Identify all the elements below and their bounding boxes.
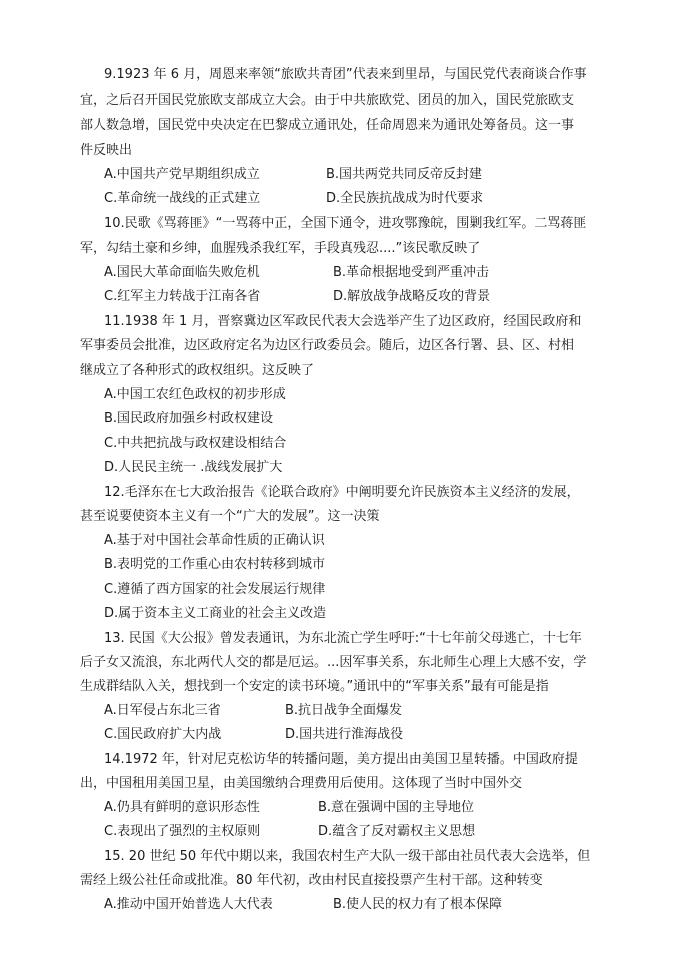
q9-stem-line-1: 9.1923 年 6 月，周恩来率领“旅欧共青团”代表来到里昂，与国民党代表商谈合作事 bbox=[104, 67, 587, 82]
q11-stem-line-1: 11.1938 年 1 月，晋察冀边区军政民代表大会选举产生了边区政府，经国民政府和 bbox=[104, 314, 582, 329]
q11-stem-line-2: 军事委员会批准，边区政府定名为边区行政委员会。随后，边区各行署、县、区、村相 bbox=[80, 338, 575, 353]
q12-option-b: B.表明党的工作重心由农村转移到城市 bbox=[104, 557, 326, 572]
q10-stem-line-1: 10.民歌《骂蒋匪》“一骂蒋中正，全国下通令，进攻鄂豫皖，围剿我红军。二骂蒋匪 bbox=[104, 216, 587, 231]
q15-stem-line-2: 需经上级公社任命或批准。80 年代初，改由村民直接投票产生村干部。这种转变 bbox=[80, 873, 543, 888]
q14-option-b: B.意在强调中国的主导地位 bbox=[318, 800, 475, 815]
q10-option-d: D.解放战争战略反攻的背景 bbox=[333, 289, 491, 304]
q15-stem-line-1: 15. 20 世纪 50 年代中期以来，我国农村生产大队一级干部由社员代表大会选举，但 bbox=[104, 849, 591, 864]
q12-option-c: C.遵循了西方国家的社会发展运行规律 bbox=[104, 582, 326, 597]
q11-stem-line-3: 继成立了各种形式的政权组织。这反映了 bbox=[80, 363, 315, 378]
q12-stem-line-2: 甚至说要使资本主义有一个“广大的发展”。这一决策 bbox=[80, 509, 380, 524]
q10-stem-line-2: 军，勾结土豪和乡绅，血腥残杀我红军，手段真残忍....”该民歌反映了 bbox=[80, 241, 481, 256]
q9-stem-line-4: 件反映出 bbox=[80, 143, 133, 158]
q13-option-a: A.日军侵占东北三省 bbox=[104, 703, 221, 718]
q10-option-b: B.革命根据地受到严重冲击 bbox=[333, 265, 490, 280]
q10-option-c: C.红军主力转战于江南各省 bbox=[104, 289, 261, 304]
q13-option-b: B.抗日战争全面爆发 bbox=[285, 703, 403, 718]
q14-stem-line-2: 出，中国租用美国卫星，由美国缴纳合理费用后使用。这体现了当时中国外交 bbox=[80, 776, 523, 791]
q14-option-d: D.蕴含了反对霸权主义思想 bbox=[318, 824, 476, 839]
q9-stem-line-3: 部人数急增，国民党中央决定在巴黎成立通讯处，任命周恩来为通讯处筹备员。这一事 bbox=[80, 118, 575, 133]
q14-option-c: C.表现出了强烈的主权原则 bbox=[104, 824, 261, 839]
q11-option-d: D.人民民主统一 .战线发展扩大 bbox=[104, 460, 283, 475]
q9-option-d: D.全民族抗战成为时代要求 bbox=[326, 191, 484, 206]
q11-option-c: C.中共把抗战与政权建设相结合 bbox=[104, 436, 287, 451]
q14-stem-line-1: 14.1972 年，针对尼克松访华的转播问题，美方提出由美国卫星转播。中国政府提 bbox=[104, 752, 578, 767]
q9-stem-line-2: 宜，之后召开国民党旅欧支部成立大会。由于中共旅欧党、团员的加入，国民党旅欧支 bbox=[80, 93, 575, 108]
q13-stem-line-3: 生成群结队入关，想找到一个安定的读书环境。”通讯中的“军事关系”最有可能是指 bbox=[80, 679, 549, 694]
q15-option-a: A.推动中国开始普选人大代表 bbox=[104, 897, 273, 912]
q11-option-a: A.中国工农红色政权的初步形成 bbox=[104, 387, 286, 402]
q14-option-a: A.仍具有鲜明的意识形态性 bbox=[104, 800, 260, 815]
q11-option-b: B.国民政府加强乡村政权建设 bbox=[104, 411, 274, 426]
q15-option-b: B.使人民的权力有了根本保障 bbox=[333, 897, 503, 912]
q12-option-d: D.属于资本主义工商业的社会主义改造 bbox=[104, 606, 327, 621]
q12-option-a: A.基于对中国社会革命性质的正确认识 bbox=[104, 533, 325, 548]
q13-option-d: D.国共进行淮海战役 bbox=[285, 727, 404, 742]
q13-stem-line-1: 13. 民国《大公报》曾发表通讯，为东北流亡学生呼吁:“十七年前父母逃亡，十七年 bbox=[104, 631, 582, 646]
q13-stem-line-2: 后子女又流浪，东北两代人交的都是厄运。...因军事关系，东北师生心理上大感不安，学 bbox=[80, 655, 587, 670]
q12-stem-line-1: 12.毛泽东在七大政治报告《论联合政府》中阐明要允许民族资本主义经济的发展， bbox=[104, 485, 580, 500]
q9-option-a: A.中国共产党早期组织成立 bbox=[104, 167, 260, 182]
q13-option-c: C.国民政府扩大内战 bbox=[104, 727, 222, 742]
q10-option-a: A.国民大革命面临失败危机 bbox=[104, 265, 260, 280]
q9-option-c: C.革命统一战线的正式建立 bbox=[104, 191, 261, 206]
q9-option-b: B.国共两党共同反帝反封建 bbox=[326, 167, 483, 182]
